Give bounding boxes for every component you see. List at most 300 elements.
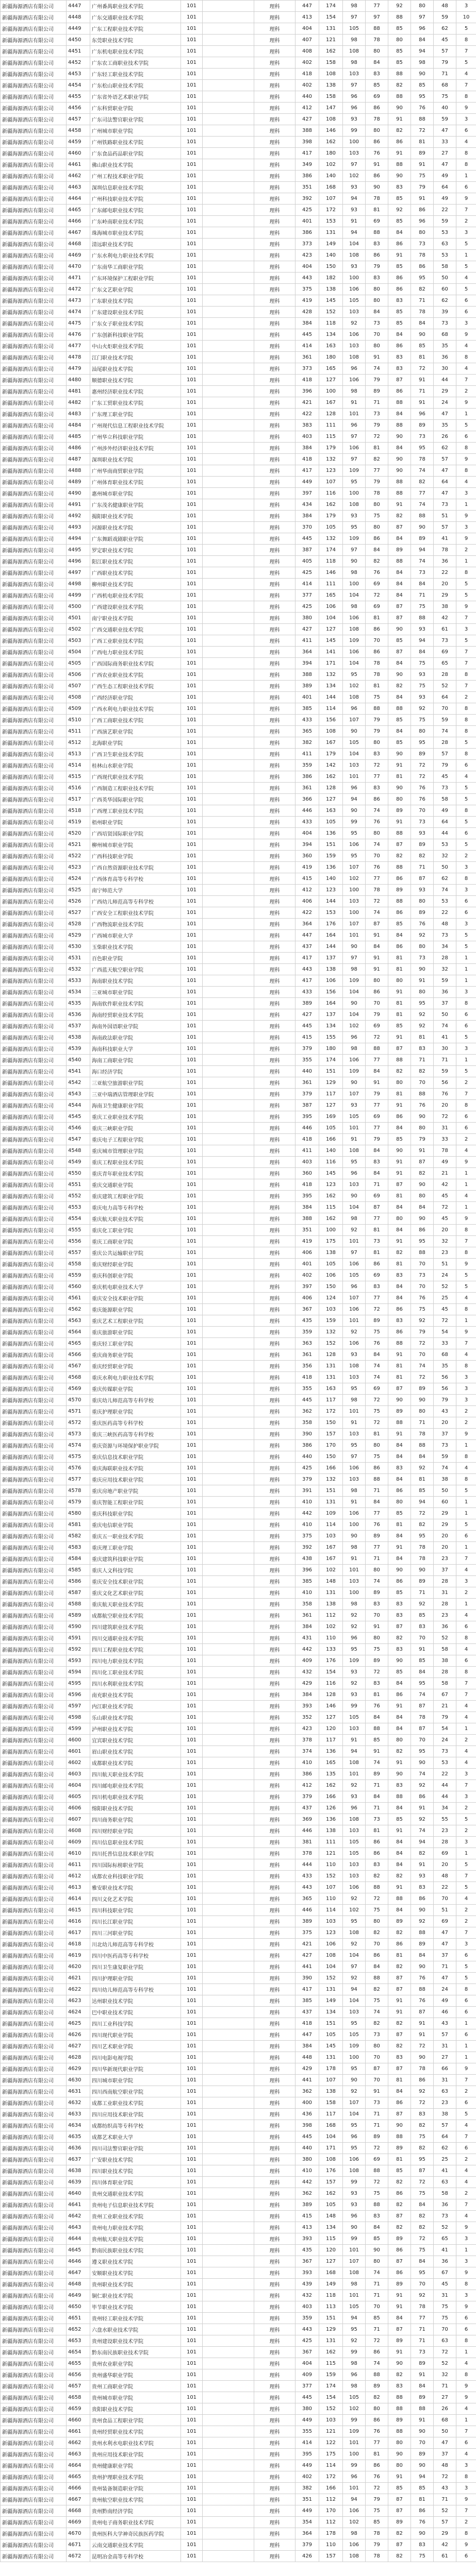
table-cell <box>203 2120 254 2131</box>
table-row <box>1 2120 476 2131</box>
table-cell: 3 <box>456 318 476 329</box>
table-cell: 85 <box>388 193 411 205</box>
table-cell: 118 <box>319 318 343 329</box>
table-cell: 新疆海源酒店有限公司 <box>1 1655 67 1667</box>
table-cell: 438 <box>296 1553 319 1565</box>
table-cell: 59 <box>434 12 456 23</box>
table-cell: 新疆海源酒店有限公司 <box>1 103 67 114</box>
table-cell: 91 <box>411 375 434 386</box>
table-cell <box>203 454 254 465</box>
table-row <box>1 1213 476 1225</box>
table-cell: 理科 <box>254 397 296 409</box>
table-cell: 158 <box>319 91 343 103</box>
table-cell: 新疆海源酒店有限公司 <box>1 726 67 737</box>
table-cell: 414 <box>296 2437 319 2449</box>
table-cell: 70 <box>366 851 388 862</box>
table-row <box>1 1701 476 1712</box>
table-cell: 4473 <box>67 295 90 307</box>
table-cell: 眉山职业技术学院 <box>90 1746 181 1757</box>
table-cell: 360 <box>296 851 319 862</box>
table-cell: 101 <box>181 137 203 148</box>
table-cell: 理科 <box>254 1225 296 1236</box>
table-cell: 101 <box>343 771 366 783</box>
table-cell: 三亚城市职业学院 <box>90 987 181 998</box>
table-cell <box>203 159 254 171</box>
table-cell: 172 <box>319 2471 343 2483</box>
table-cell: 57 <box>434 2517 456 2528</box>
table-row <box>1 828 476 839</box>
table-cell: 379 <box>296 1043 319 1055</box>
table-cell <box>203 193 254 205</box>
table-cell: 355 <box>296 1055 319 1066</box>
table-cell: 新疆海源酒店有限公司 <box>1 1395 67 1406</box>
table-cell: 1 <box>456 2052 476 2063</box>
table-cell <box>203 2551 254 2562</box>
table-cell: 76 <box>411 103 434 114</box>
table-cell: 91 <box>366 964 388 975</box>
table-cell: 理科 <box>254 273 296 284</box>
table-cell: 78 <box>411 2063 434 2075</box>
table-cell: 83 <box>366 783 388 794</box>
table-cell: 4464 <box>67 193 90 205</box>
table-cell: 84 <box>388 409 411 420</box>
table-cell: 101 <box>181 1837 203 1848</box>
table-cell: 97 <box>343 454 366 465</box>
table-cell: 1 <box>456 953 476 964</box>
table-cell: 91 <box>366 930 388 941</box>
table-cell <box>203 2449 254 2460</box>
table-cell: 新疆海源酒店有限公司 <box>1 1157 67 1168</box>
table-cell: 重庆智能工程职业学院 <box>90 1497 181 1508</box>
table-cell: 理科 <box>254 2075 296 2086</box>
table-cell: 4454 <box>67 80 90 91</box>
table-cell: 4533 <box>67 975 90 987</box>
table-cell: 127 <box>319 1100 343 1111</box>
table-cell: 4541 <box>67 1066 90 1077</box>
table-cell: 9 <box>456 2494 476 2505</box>
table-row <box>1 80 476 91</box>
table-cell: 94 <box>343 227 366 239</box>
table-cell: 104 <box>343 749 366 760</box>
table-cell: 132 <box>319 454 343 465</box>
table-cell: 89 <box>411 2449 434 2460</box>
table-cell: 86 <box>388 137 411 148</box>
table-cell: 4609 <box>67 1837 90 1848</box>
table-cell: 新疆海源酒店有限公司 <box>1 1247 67 1259</box>
table-cell: 432 <box>296 2290 319 2301</box>
table-row <box>1 23 476 35</box>
table-cell: 101 <box>181 2494 203 2505</box>
table-cell: 4532 <box>67 964 90 975</box>
table-cell: 109 <box>343 533 366 545</box>
table-cell: 理科 <box>254 1746 296 1757</box>
table-cell: 101 <box>181 1145 203 1157</box>
table-cell: 53 <box>434 227 456 239</box>
table-cell: 理科 <box>254 737 296 749</box>
table-cell: 140 <box>319 171 343 182</box>
table-cell: 101 <box>181 1202 203 1213</box>
table-cell: 重庆青年职业技术学院 <box>90 1168 181 1179</box>
table-cell: 重庆安全技术职业学院 <box>90 1576 181 1587</box>
table-cell: 4535 <box>67 998 90 1009</box>
table-cell: 73 <box>411 817 434 828</box>
table-cell: 355 <box>296 2426 319 2437</box>
table-cell: 81 <box>366 613 388 624</box>
table-cell: 84 <box>366 2222 388 2233</box>
table-cell: 7 <box>456 2505 476 2517</box>
table-cell: 73 <box>434 499 456 511</box>
table-cell: 87 <box>388 1383 411 1395</box>
table-cell: 102 <box>343 1021 366 1032</box>
table-cell: 85 <box>388 2165 411 2177</box>
table-row <box>1 1791 476 1803</box>
table-cell: 127 <box>319 375 343 386</box>
table-cell: 444 <box>296 1859 319 1871</box>
table-cell: 440 <box>296 1451 319 1463</box>
table-cell: 理科 <box>254 794 296 805</box>
table-cell: 4 <box>456 1145 476 1157</box>
table-cell: 101 <box>181 1961 203 1973</box>
table-cell: 理科 <box>254 57 296 69</box>
table-cell: 4522 <box>67 851 90 862</box>
table-cell: 新疆海源酒店有限公司 <box>1 613 67 624</box>
table-row <box>1 91 476 103</box>
table-cell: 92 <box>343 1678 366 1689</box>
table-cell: 4670 <box>67 2528 90 2539</box>
table-cell: 101 <box>181 2267 203 2279</box>
table-cell: 93 <box>343 114 366 125</box>
table-cell: 129 <box>319 1077 343 1089</box>
table-cell: 贵州健康职业学院 <box>90 2460 181 2471</box>
table-cell: 理科 <box>254 1882 296 1893</box>
table-cell <box>203 2188 254 2199</box>
table-cell: 1 <box>456 1599 476 1610</box>
table-cell: 75 <box>411 715 434 726</box>
table-cell: 89 <box>411 2358 434 2369</box>
table-cell <box>203 975 254 987</box>
table-cell: 88 <box>388 1055 411 1066</box>
table-cell: 理科 <box>254 1111 296 1123</box>
table-cell: 91 <box>411 159 434 171</box>
table-cell <box>203 692 254 703</box>
table-cell: 新疆海源酒店有限公司 <box>1 783 67 794</box>
table-cell: 91 <box>411 2018 434 2029</box>
table-cell: 新疆海源酒店有限公司 <box>1 1383 67 1395</box>
table-cell: 新疆海源酒店有限公司 <box>1 182 67 193</box>
table-cell: 4564 <box>67 1327 90 1338</box>
table-cell: 玉柴职业技术学院 <box>90 941 181 953</box>
table-cell: 2 <box>456 692 476 703</box>
table-cell: 79 <box>366 420 388 431</box>
table-cell <box>203 1145 254 1157</box>
table-cell: 175 <box>319 2449 343 2460</box>
table-cell: 437 <box>296 1803 319 1814</box>
table-cell: 新疆海源酒店有限公司 <box>1 1168 67 1179</box>
table-cell: 4 <box>456 1746 476 1757</box>
table-cell: 52 <box>434 2222 456 2233</box>
table-cell: 重庆财经职业学院 <box>90 1259 181 1270</box>
table-cell: 理科 <box>254 2222 296 2233</box>
table-cell: 理科 <box>254 1270 296 1281</box>
table-cell: 101 <box>181 522 203 533</box>
table-cell: 4556 <box>67 1236 90 1247</box>
table-cell: 27 <box>434 148 456 159</box>
table-cell: 8 <box>456 352 476 363</box>
table-cell: 101 <box>343 1236 366 1247</box>
table-cell: 64 <box>434 2131 456 2143</box>
table-row <box>1 1179 476 1191</box>
table-cell: 20 <box>434 1531 456 1542</box>
table-cell: 90 <box>388 171 411 182</box>
table-row <box>1 647 476 658</box>
table-cell: 101 <box>181 1519 203 1531</box>
table-cell: 101 <box>181 1565 203 1576</box>
table-cell: 4 <box>456 1191 476 1202</box>
table-cell: 38 <box>434 2109 456 2120</box>
table-cell: 理科 <box>254 1100 296 1111</box>
table-cell: 81 <box>411 2494 434 2505</box>
table-cell: 111 <box>319 579 343 590</box>
table-cell <box>203 624 254 635</box>
table-cell: 441 <box>296 2075 319 2086</box>
table-cell: 101 <box>181 2097 203 2109</box>
table-cell: 贵州电子信息职业技术学院 <box>90 2199 181 2211</box>
table-row <box>1 352 476 363</box>
table-cell: 3 <box>456 1791 476 1803</box>
table-cell: 72 <box>366 2143 388 2154</box>
table-cell: 131 <box>319 1587 343 1599</box>
table-cell: 川北幼儿师范高等专科学校 <box>90 1939 181 1950</box>
table-cell: 84 <box>366 1791 388 1803</box>
table-cell: 144 <box>319 941 343 953</box>
table-row <box>1 1 476 12</box>
table-cell: 理科 <box>254 1213 296 1225</box>
table-row <box>1 2528 476 2539</box>
table-row <box>1 1621 476 1633</box>
table-row <box>1 2369 476 2381</box>
table-cell: 77 <box>366 1213 388 1225</box>
table-cell: 138 <box>319 80 343 91</box>
table-cell: 4513 <box>67 749 90 760</box>
table-cell: 理科 <box>254 1950 296 1961</box>
table-cell: 6 <box>456 2007 476 2018</box>
table-cell: 4511 <box>67 726 90 737</box>
table-cell: 5 <box>456 1814 476 1825</box>
table-cell: 5 <box>456 239 476 250</box>
table-cell: 89 <box>411 533 434 545</box>
table-cell: 98 <box>343 1485 366 1497</box>
table-cell: 110 <box>319 1633 343 1644</box>
table-cell: 新疆海源酒店有限公司 <box>1 2052 67 2063</box>
table-cell: 88 <box>388 488 411 499</box>
table-row <box>1 1145 476 1157</box>
table-cell: 4472 <box>67 284 90 295</box>
table-cell: 103 <box>343 307 366 318</box>
table-cell: 52 <box>434 2505 456 2517</box>
table-cell: 新疆海源酒店有限公司 <box>1 1905 67 1916</box>
table-cell: 99 <box>343 817 366 828</box>
table-cell: 4 <box>456 1757 476 1769</box>
table-cell: 81 <box>366 205 388 216</box>
table-cell: 85 <box>388 1021 411 1032</box>
table-cell: 101 <box>181 749 203 760</box>
table-cell: 99 <box>343 125 366 137</box>
table-cell: 83 <box>366 239 388 250</box>
table-cell: 重庆水利电力职业技术学院 <box>90 1372 181 1383</box>
table-cell: 101 <box>181 171 203 182</box>
table-cell: 76 <box>366 1519 388 1531</box>
table-cell: 103 <box>343 1871 366 1882</box>
table-cell: 67 <box>434 1689 456 1701</box>
table-cell: 91 <box>366 1621 388 1633</box>
table-cell: 100 <box>343 885 366 896</box>
table-cell: 74 <box>366 1361 388 1372</box>
table-cell: 101 <box>181 635 203 647</box>
table-cell: 理科 <box>254 148 296 159</box>
table-cell: 9 <box>456 2381 476 2392</box>
table-cell: 166 <box>319 1791 343 1803</box>
table-cell: 4594 <box>67 1667 90 1678</box>
table-cell: 贵州盛华职业学院 <box>90 2369 181 2381</box>
table-cell: 4470 <box>67 261 90 273</box>
table-cell: 99 <box>343 2460 366 2471</box>
table-cell: 117 <box>319 2109 343 2120</box>
table-cell: 123 <box>319 1179 343 1191</box>
table-cell: 80 <box>388 975 411 987</box>
table-cell: 6 <box>456 1021 476 1032</box>
table-cell: 8 <box>456 1247 476 1259</box>
table-cell: 理科 <box>254 1440 296 1451</box>
table-cell: 4657 <box>67 2381 90 2392</box>
table-cell: 27 <box>434 2392 456 2403</box>
table-cell: 385 <box>296 703 319 715</box>
table-cell: 新疆海源酒店有限公司 <box>1 1293 67 1304</box>
table-cell <box>203 1848 254 1859</box>
table-cell: 37 <box>434 1429 456 1440</box>
table-cell: 4551 <box>67 1179 90 1191</box>
table-cell: 4 <box>456 1610 476 1621</box>
table-cell: 101 <box>181 2222 203 2233</box>
table-cell: 新疆海源酒店有限公司 <box>1 1281 67 1293</box>
table-row <box>1 2415 476 2426</box>
table-cell: 广州涉外经济职业技术学院 <box>90 443 181 454</box>
table-cell: 108 <box>343 1814 366 1825</box>
table-cell: 101 <box>181 2358 203 2369</box>
table-cell: 40 <box>434 103 456 114</box>
table-cell: 新疆海源酒店有限公司 <box>1 1531 67 1542</box>
table-cell: 88 <box>411 1440 434 1451</box>
table-cell: 广西安全工程职业技术学院 <box>90 907 181 919</box>
table-cell: 新疆海源酒店有限公司 <box>1 1678 67 1689</box>
table-cell: 166 <box>319 1463 343 1474</box>
table-cell: 71 <box>411 2335 434 2347</box>
table-cell: 理科 <box>254 590 296 601</box>
table-cell: 4515 <box>67 771 90 783</box>
table-cell: 73 <box>434 635 456 647</box>
table-cell: 梧州职业学院 <box>90 817 181 828</box>
table-cell: 101 <box>181 1134 203 1145</box>
table-cell <box>203 318 254 329</box>
table-cell: 5 <box>456 420 476 431</box>
table-cell: 411 <box>296 749 319 760</box>
table-cell: 重庆科技职业学院 <box>90 1508 181 1519</box>
table-cell: 理科 <box>254 1293 296 1304</box>
table-row <box>1 12 476 23</box>
table-cell: 4636 <box>67 2143 90 2154</box>
table-cell: 8 <box>456 805 476 817</box>
table-cell: 419 <box>296 862 319 873</box>
table-cell: 3 <box>456 2460 476 2471</box>
table-cell: 4529 <box>67 930 90 941</box>
table-cell <box>203 1247 254 1259</box>
table-cell: 48 <box>434 2460 456 2471</box>
table-cell: 4493 <box>67 522 90 533</box>
table-cell: 101 <box>181 1474 203 1485</box>
table-cell: 4492 <box>67 511 90 522</box>
table-cell: 101 <box>343 1406 366 1417</box>
table-cell: 163 <box>319 805 343 817</box>
table-cell: 泸州职业技术学院 <box>90 1723 181 1735</box>
table-cell: 4667 <box>67 2494 90 2505</box>
table-cell: 95 <box>411 1531 434 1542</box>
table-cell <box>203 2097 254 2109</box>
table-cell: 105 <box>319 1123 343 1134</box>
table-cell: 95 <box>343 2018 366 2029</box>
table-cell: 101 <box>181 1372 203 1383</box>
table-row <box>1 193 476 205</box>
table-cell: 164 <box>319 998 343 1009</box>
table-cell: 新疆海源酒店有限公司 <box>1 1361 67 1372</box>
table-cell: 4526 <box>67 896 90 907</box>
table-cell: 81 <box>388 1950 411 1961</box>
table-cell: 6 <box>456 2437 476 2449</box>
table-cell: 88 <box>411 1089 434 1100</box>
table-cell: 87 <box>366 2063 388 2075</box>
table-cell: 重庆艺术工程职业学院 <box>90 1315 181 1327</box>
table-cell: 理科 <box>254 499 296 511</box>
table-row <box>1 794 476 805</box>
table-cell: 1 <box>456 1179 476 1191</box>
table-row <box>1 159 476 171</box>
table-cell: 77 <box>366 1055 388 1066</box>
table-cell: 3 <box>456 522 476 533</box>
table-cell: 新疆海源酒店有限公司 <box>1 171 67 182</box>
table-cell: 123 <box>319 465 343 477</box>
table-cell: 44 <box>434 375 456 386</box>
table-cell: 理科 <box>254 964 296 975</box>
table-cell: 新疆海源酒店有限公司 <box>1 2177 67 2188</box>
table-cell: 新疆海源酒店有限公司 <box>1 1871 67 1882</box>
table-cell: 新疆海源酒店有限公司 <box>1 919 67 930</box>
table-cell: 理科 <box>254 511 296 522</box>
table-row <box>1 1599 476 1610</box>
table-cell: 378 <box>296 1735 319 1746</box>
table-cell: 新疆海源酒店有限公司 <box>1 556 67 567</box>
table-cell: 1 <box>456 964 476 975</box>
table-cell: 理科 <box>254 103 296 114</box>
table-cell: 116 <box>319 1157 343 1168</box>
table-cell: 101 <box>181 1621 203 1633</box>
table-cell: 理科 <box>254 1893 296 1905</box>
table-cell <box>203 1531 254 1542</box>
table-cell: 101 <box>181 1610 203 1621</box>
table-cell: 84 <box>388 443 411 454</box>
table-cell: 103 <box>343 341 366 352</box>
table-cell: 新疆海源酒店有限公司 <box>1 216 67 227</box>
table-row <box>1 2199 476 2211</box>
table-cell: 新疆海源酒店有限公司 <box>1 1134 67 1145</box>
table-cell: 理科 <box>254 783 296 794</box>
